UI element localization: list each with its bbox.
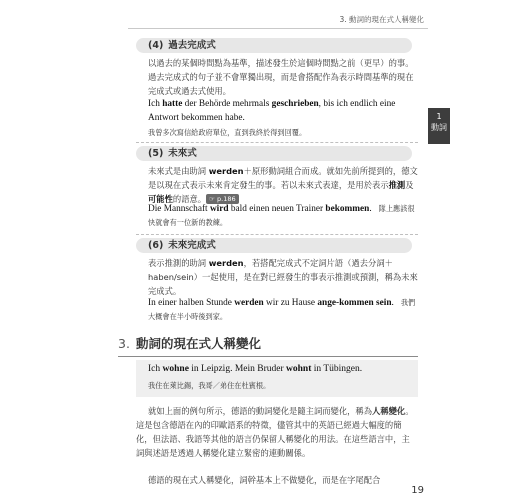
- chapter-tab-number: 1: [436, 112, 442, 121]
- header-rule: [128, 28, 428, 29]
- chapter-tab: [428, 108, 450, 144]
- section-title: 未來完成式: [168, 240, 216, 251]
- section-number: (5): [148, 148, 164, 159]
- section-heading-future-perfect: [136, 238, 412, 253]
- example-translation: 隊上應該很快就會有一位新的教練。: [148, 204, 415, 227]
- body-paragraph: 德語的現在式人稱變化，詞幹基本上不做變化，而是在字尾配合: [148, 475, 381, 485]
- chapter-tab-label: 動詞: [431, 123, 447, 132]
- chapter-section-number: 3.: [118, 336, 130, 351]
- running-head: 3. 動詞的現在式人稱變化: [339, 15, 424, 24]
- section-explanation: 以過去的某個時間點為基準，描述發生於這個時間點之前（更早）的事。過去完成式的句子並不會單獨出現，而是會搭配作為表示時間基準的現在完成式或過去式使用。: [148, 58, 414, 96]
- section-title: 未來式: [168, 148, 197, 159]
- page-number: 19: [411, 485, 424, 496]
- example-german: Ich wohne in Leipzig. Mein Bruder wohnt in Tübingen.: [148, 364, 363, 374]
- section-divider: [136, 234, 418, 235]
- example-german: Die Mannschaft wird bald einen neuen Trainer bekommen. 隊上應該很快就會有一位新的教練。: [148, 204, 415, 227]
- example-translation: 我曾多次寫信給政府單位，直到我終於得到回覆。: [148, 128, 307, 137]
- section-explanation: 未來式是由助詞 werden＋原形動詞組合而成。就如先前所提到的，德文是以現在式表示未來肯定發生的事。若以未來式表達，是用於表示推測及可能性的語意。 ☞ p.186: [148, 166, 418, 204]
- body-paragraph: 就如上面的例句所示，德語的動詞變化是隨主詞而變化，稱為人稱變化。這是包含德語在內的印歐語系的特徵，儘管其中的英語已經過大幅度的簡化，但法語、我語等其他的語言仍保留人稱變化的用法。在這些語言中，主詞與述語是透過人稱變化建立緊密的連動關係。: [136, 406, 414, 458]
- section-divider: [136, 142, 418, 143]
- chapter-section-heading: [118, 334, 418, 357]
- section-explanation: 表示推測的助詞 werden，若搭配完成式不定詞片語（過去分詞＋haben/sein）一起使用，是在對已經發生的事表示推測或預測，稱為未來完成式。: [148, 258, 418, 296]
- section-heading-future: [136, 146, 412, 161]
- section-title: 過去完成式: [168, 40, 216, 51]
- example-box: [136, 360, 418, 397]
- example-german: In einer halben Stunde werden wir zu Hause ange-kommen sein. 我們大概會在半小時後到家。: [148, 298, 416, 321]
- section-heading-past-perfect: [136, 38, 412, 53]
- section-number: (6): [148, 240, 164, 251]
- example-german: Ich hatte der Behörde mehrmals geschrieben, bis ich endlich eine Antwort bekommen habe.: [148, 99, 396, 123]
- chapter-section-title: 動詞的現在式人稱變化: [135, 336, 261, 351]
- example-translation: 我們大概會在半小時後到家。: [148, 298, 416, 321]
- section-number: (4): [148, 40, 164, 51]
- page-reference-icon: ☞ p.186: [206, 194, 239, 204]
- example-translation: 我住在萊比錫，我哥／弟住在杜賓根。: [148, 381, 271, 390]
